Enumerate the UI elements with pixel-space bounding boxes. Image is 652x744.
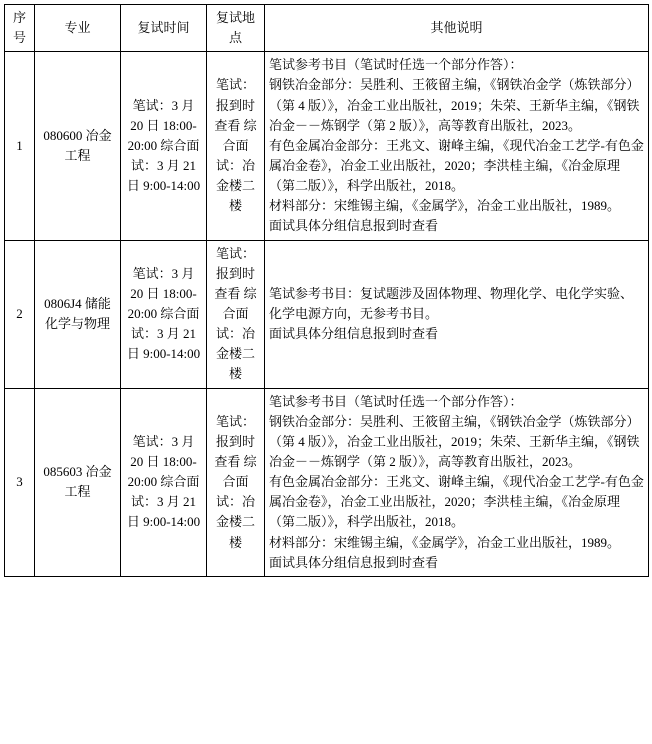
note-line: 材料部分：宋维锡主编，《金属学》，冶金工业出版社，1989。 xyxy=(269,198,621,214)
column-header-note: 其他说明 xyxy=(265,5,649,52)
cell-place: 笔试：报到时查看 综合面试：冶金楼二楼 xyxy=(207,240,265,388)
cell-seq: 3 xyxy=(5,388,35,576)
column-header-place: 复试地点 xyxy=(207,5,265,52)
table-header xyxy=(5,5,649,52)
note-line: 笔试参考书目：复试题涉及固体物理、物理化学、电化学实验、化学电源方向，无参考书目。 xyxy=(269,285,634,321)
cell-major: 0806J4 储能化学与物理 xyxy=(35,240,121,388)
column-header-time: 复试时间 xyxy=(121,5,207,52)
cell-place: 笔试：报到时查看 综合面试：冶金楼二楼 xyxy=(207,388,265,576)
cell-note xyxy=(265,52,649,240)
note-line: 钢铁冶金部分：吴胜利、王筱留主编，《钢铁冶金学（炼铁部分）（第 4 版）》，冶金工业出版社，2019；朱荣、王新华主编，《钢铁冶金－－炼钢学（第 2 版）》，高等教育出版社，2023。 xyxy=(269,413,640,469)
cell-time: 笔试：3 月 20 日 18:00-20:00 综合面试：3 月 21 日 9:00-14:00 xyxy=(121,240,207,388)
cell-seq: 2 xyxy=(5,240,35,388)
note-line: 面试具体分组信息报到时查看 xyxy=(269,218,439,234)
cell-note xyxy=(265,240,649,388)
note-line: 有色金属冶金部分：王兆文、谢峰主编，《现代冶金工艺学-有色金属冶金卷》，冶金工业出版社，2020；李洪桂主编，《冶金原理（第二版）》，科学出版社，2018。 xyxy=(269,137,644,194)
cell-place: 笔试：报到时查看 综合面试：冶金楼二楼 xyxy=(207,52,265,240)
note-line: 钢铁冶金部分：吴胜利、王筱留主编，《钢铁冶金学（炼铁部分）（第 4 版）》，冶金工业出版社，2019；朱荣、王新华主编，《钢铁冶金－－炼钢学（第 2 版）》，高等教育出版社，2023。 xyxy=(269,77,640,133)
column-header-seq: 序号 xyxy=(5,5,35,52)
table-body xyxy=(5,52,649,577)
table-row xyxy=(5,388,649,576)
note-line: 面试具体分组信息报到时查看 xyxy=(269,554,439,570)
cell-note xyxy=(265,388,649,576)
column-header-major: 专业 xyxy=(35,5,121,52)
cell-major: 085603 冶金工程 xyxy=(35,388,121,576)
table-header-row xyxy=(5,5,649,52)
cell-time: 笔试：3 月 20 日 18:00-20:00 综合面试：3 月 21 日 9:00-14:00 xyxy=(121,52,207,240)
table-row xyxy=(5,52,649,240)
cell-seq: 1 xyxy=(5,52,35,240)
retest-schedule-table xyxy=(4,4,649,577)
note-line: 有色金属冶金部分：王兆文、谢峰主编，《现代冶金工艺学-有色金属冶金卷》，冶金工业出版社，2020；李洪桂主编，《冶金原理（第二版）》，科学出版社，2018。 xyxy=(269,474,644,530)
note-line: 笔试参考书目（笔试时任选一个部分作答）： xyxy=(269,393,523,409)
cell-major: 080600 冶金工程 xyxy=(35,52,121,240)
note-line: 材料部分：宋维锡主编，《金属学》，冶金工业出版社，1989。 xyxy=(269,534,621,550)
note-line: 笔试参考书目（笔试时任选一个部分作答）： xyxy=(269,57,523,73)
cell-time: 笔试：3 月 20 日 18:00-20:00 综合面试：3 月 21 日 9:00-14:00 xyxy=(121,388,207,576)
note-line: 面试具体分组信息报到时查看 xyxy=(269,326,439,342)
table-row xyxy=(5,240,649,388)
